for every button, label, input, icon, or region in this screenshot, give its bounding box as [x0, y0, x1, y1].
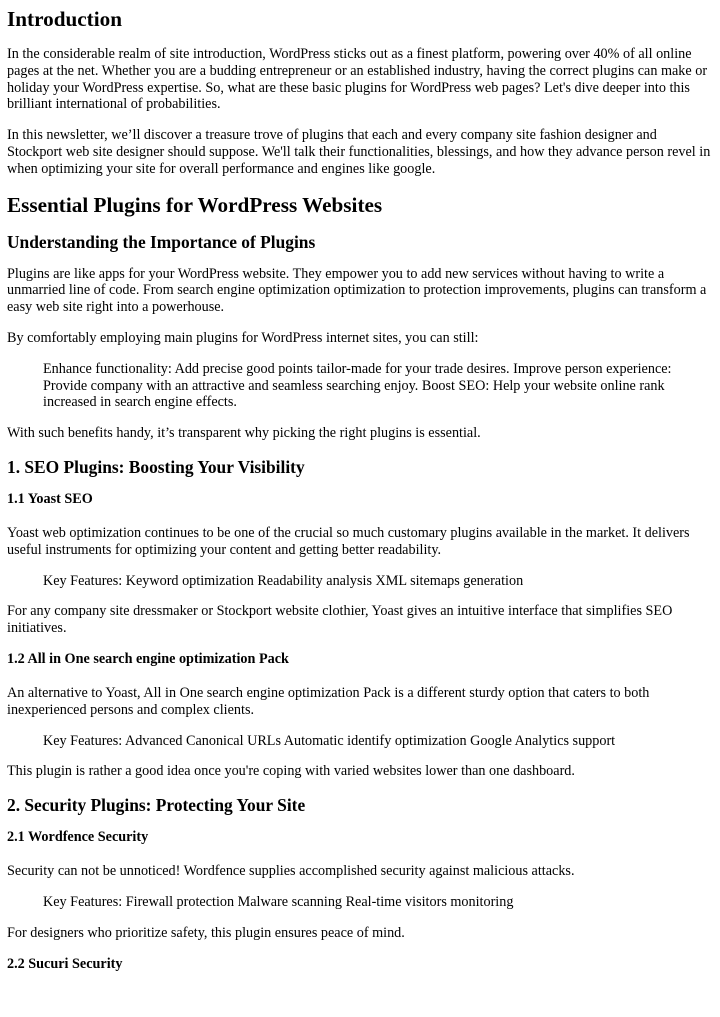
- wordfence-heading: 2.1 Wordfence Security: [7, 829, 149, 846]
- yoast-paragraph: For any company site dressmaker or Stockport website clothier, Yoast gives an intuitive interface that simplifies SEO initiatives.: [7, 603, 673, 637]
- importance-paragraph: Plugins are like apps for your WordPress website. They empower you to add new services without having to write a unmarried line of code. From search engine optimization optimization to protection improvements, plugins can transform a easy web site right into a powerhouse.: [7, 265, 707, 316]
- seo-plugins-heading: 1. SEO Plugins: Boosting Your Visibility: [7, 456, 305, 477]
- importance-paragraph: By comfortably employing main plugins for WordPress internet sites, you can still:: [7, 329, 479, 346]
- aioseo-paragraph: This plugin is rather a good idea once you're coping with varied websites lower than one dashboard.: [7, 763, 575, 780]
- security-plugins-heading: 2. Security Plugins: Protecting Your Site: [7, 795, 306, 816]
- wordfence-paragraph: For designers who prioritize safety, this plugin ensures peace of mind.: [7, 924, 405, 941]
- aioseo-heading: 1.2 All in One search engine optimization Pack: [7, 650, 289, 667]
- essential-plugins-heading: Essential Plugins for WordPress Websites: [7, 192, 383, 217]
- intro-heading: Introduction: [7, 7, 122, 31]
- aioseo-paragraph: An alternative to Yoast, All in One search engine optimization Pack is a different sturdy option that caters to both inexperienced persons and complex clients.: [7, 684, 650, 718]
- yoast-features: Key Features: Keyword optimization Readability analysis XML sitemaps generation: [43, 572, 524, 589]
- yoast-paragraph: Yoast web optimization continues to be one of the crucial so much customary plugins available in the market. It delivers useful instruments for optimizing your content and getting better readability.: [7, 524, 690, 558]
- intro-paragraph: In the considerable realm of site introduction, WordPress sticks out as a finest platform, powering over 40% of all online pages at the net. Whether you are a budding entrepreneur or an established industry, having the correct plugins can make or holiday your WordPress expertise. So, what are these basic plugins for WordPress web pages? Let's dive deeper into this brilliant international of probabilities.: [7, 46, 708, 113]
- yoast-heading: 1.1 Yoast SEO: [7, 490, 93, 507]
- sucuri-heading: 2.2 Sucuri Security: [7, 955, 123, 972]
- aioseo-features: Key Features: Advanced Canonical URLs Automatic identify optimization Google Analytics support: [43, 732, 616, 749]
- wordfence-paragraph: Security can not be unnoticed! Wordfence supplies accomplished security against malicious attacks.: [7, 863, 575, 880]
- intro-paragraph: In this newsletter, we’ll discover a treasure trove of plugins that each and every company site fashion designer and Stockport web site designer should suppose. We'll talk their functionalities, blessings, and how they advance person revel in when optimizing your site for overall performance and engines like google.: [7, 127, 711, 177]
- benefits-quote: Enhance functionality: Add precise good points tailor-made for your trade desires. Improve person experience: Provide company with an attractive and seamless searching enjoy. Boost SEO: Help your website online rank increased in search engine effects.: [43, 360, 672, 411]
- importance-paragraph: With such benefits handy, it’s transparent why picking the right plugins is essential.: [7, 425, 481, 442]
- importance-heading: Understanding the Importance of Plugins: [7, 231, 316, 252]
- wordfence-features: Key Features: Firewall protection Malware scanning Real-time visitors monitoring: [43, 893, 514, 910]
